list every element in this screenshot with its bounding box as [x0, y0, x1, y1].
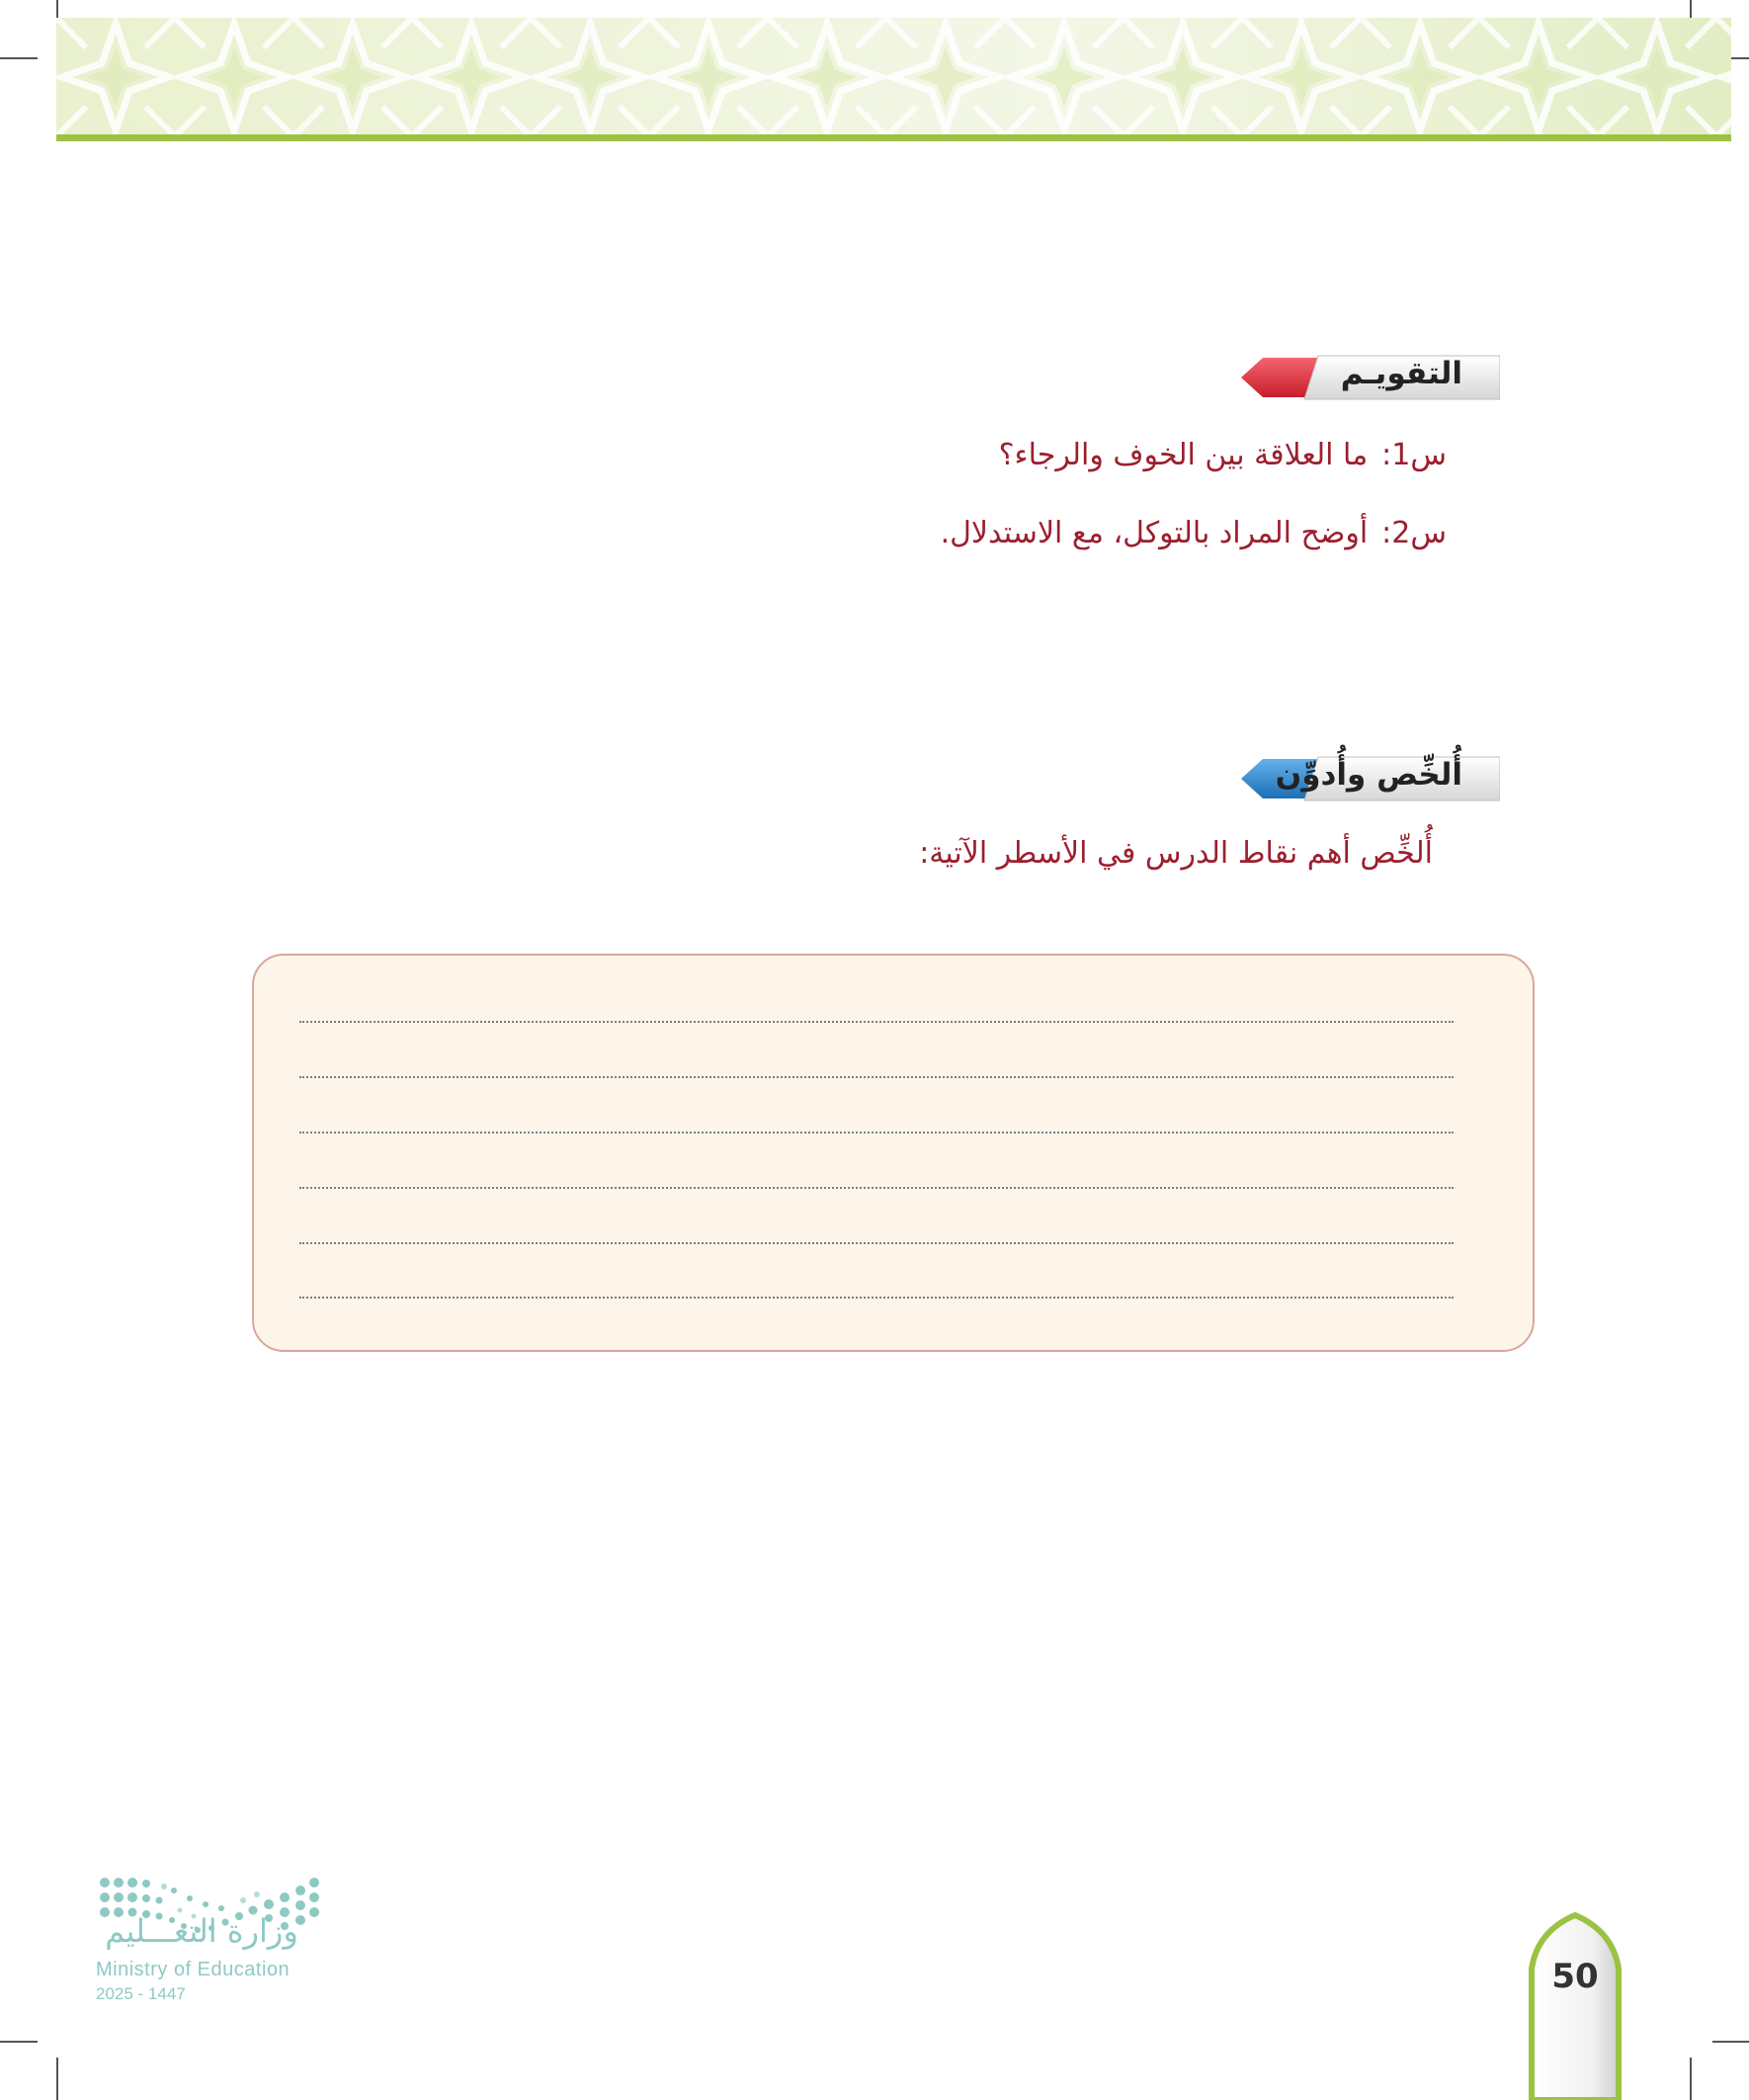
writing-line[interactable] — [299, 1132, 1454, 1134]
crop-mark — [1690, 2058, 1692, 2100]
question-number: س2: — [1381, 516, 1447, 550]
question-text: ما العلاقة بين الخوف والرجاء؟ — [998, 438, 1369, 472]
ministry-name-english: Ministry of Education — [96, 1959, 291, 1980]
header-divider — [56, 134, 1731, 141]
question-number: س1: — [1381, 438, 1447, 472]
ministry-year: 2025 - 1447 — [96, 1984, 186, 2003]
writing-line[interactable] — [299, 1242, 1454, 1244]
summary-title: أُلخِّص وأُدوِّن — [1275, 757, 1462, 793]
writing-line[interactable] — [299, 1297, 1454, 1299]
summary-instruction: أُلخِّص أهم نقاط الدرس في الأسطر الآتية: — [919, 836, 1433, 871]
summary-section-label — [1241, 753, 1500, 804]
crop-mark — [1712, 2041, 1749, 2043]
page-number: 50 — [1551, 1957, 1599, 1996]
question-2 — [941, 516, 1447, 550]
crop-mark — [0, 57, 38, 59]
question-1 — [999, 438, 1447, 472]
notes-writing-area[interactable] — [252, 954, 1535, 1352]
writing-line[interactable] — [299, 1021, 1454, 1023]
geometric-pattern — [56, 18, 1731, 138]
evaluation-title: التقويـم — [1340, 356, 1462, 391]
writing-line[interactable] — [299, 1187, 1454, 1189]
header-pattern-band — [56, 18, 1731, 138]
crop-mark — [56, 2058, 58, 2100]
page-number-tab — [1528, 1911, 1623, 2100]
evaluation-section-label — [1241, 352, 1500, 403]
ministry-name-arabic: وزارة التعـــليم — [105, 1912, 298, 1950]
writing-line[interactable] — [299, 1076, 1454, 1078]
crop-mark — [0, 2041, 38, 2043]
question-text: أوضح المراد بالتوكل، مع الاستدلال. — [940, 516, 1369, 550]
